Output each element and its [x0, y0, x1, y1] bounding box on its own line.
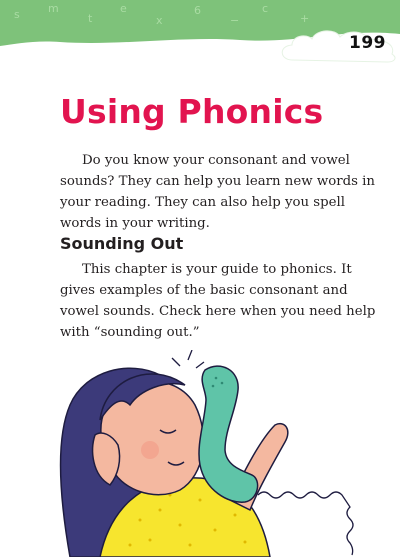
phone-cord — [258, 492, 353, 555]
section-paragraph: This chapter is your guide to phonics. It gives examples of the basic consonant and vowel sounds. Check here when you need help with “sounding out.” — [60, 262, 376, 340]
top-banner — [0, 0, 400, 70]
svg-text:t: t — [88, 12, 93, 25]
sound-lines — [172, 350, 204, 368]
svg-text:s: s — [14, 8, 20, 21]
svg-text:+: + — [300, 12, 310, 25]
section-heading: Sounding Out — [60, 234, 184, 253]
page-number: 199 — [349, 33, 386, 53]
svg-text:6: 6 — [194, 4, 201, 17]
svg-text:−: − — [230, 14, 240, 27]
cheek — [141, 441, 159, 459]
phone-handset — [199, 366, 258, 502]
svg-text:m: m — [48, 2, 59, 15]
svg-text:c: c — [262, 2, 269, 15]
girl-phone-illustration — [0, 350, 400, 557]
intro-paragraph: Do you know your consonant and vowel sounds? They can help you learn new words in your reading. They can also help you spell words in your writing. — [60, 153, 375, 231]
page-title: Using Phonics — [60, 92, 324, 131]
svg-text:x: x — [156, 14, 163, 27]
svg-text:e: e — [120, 2, 127, 15]
